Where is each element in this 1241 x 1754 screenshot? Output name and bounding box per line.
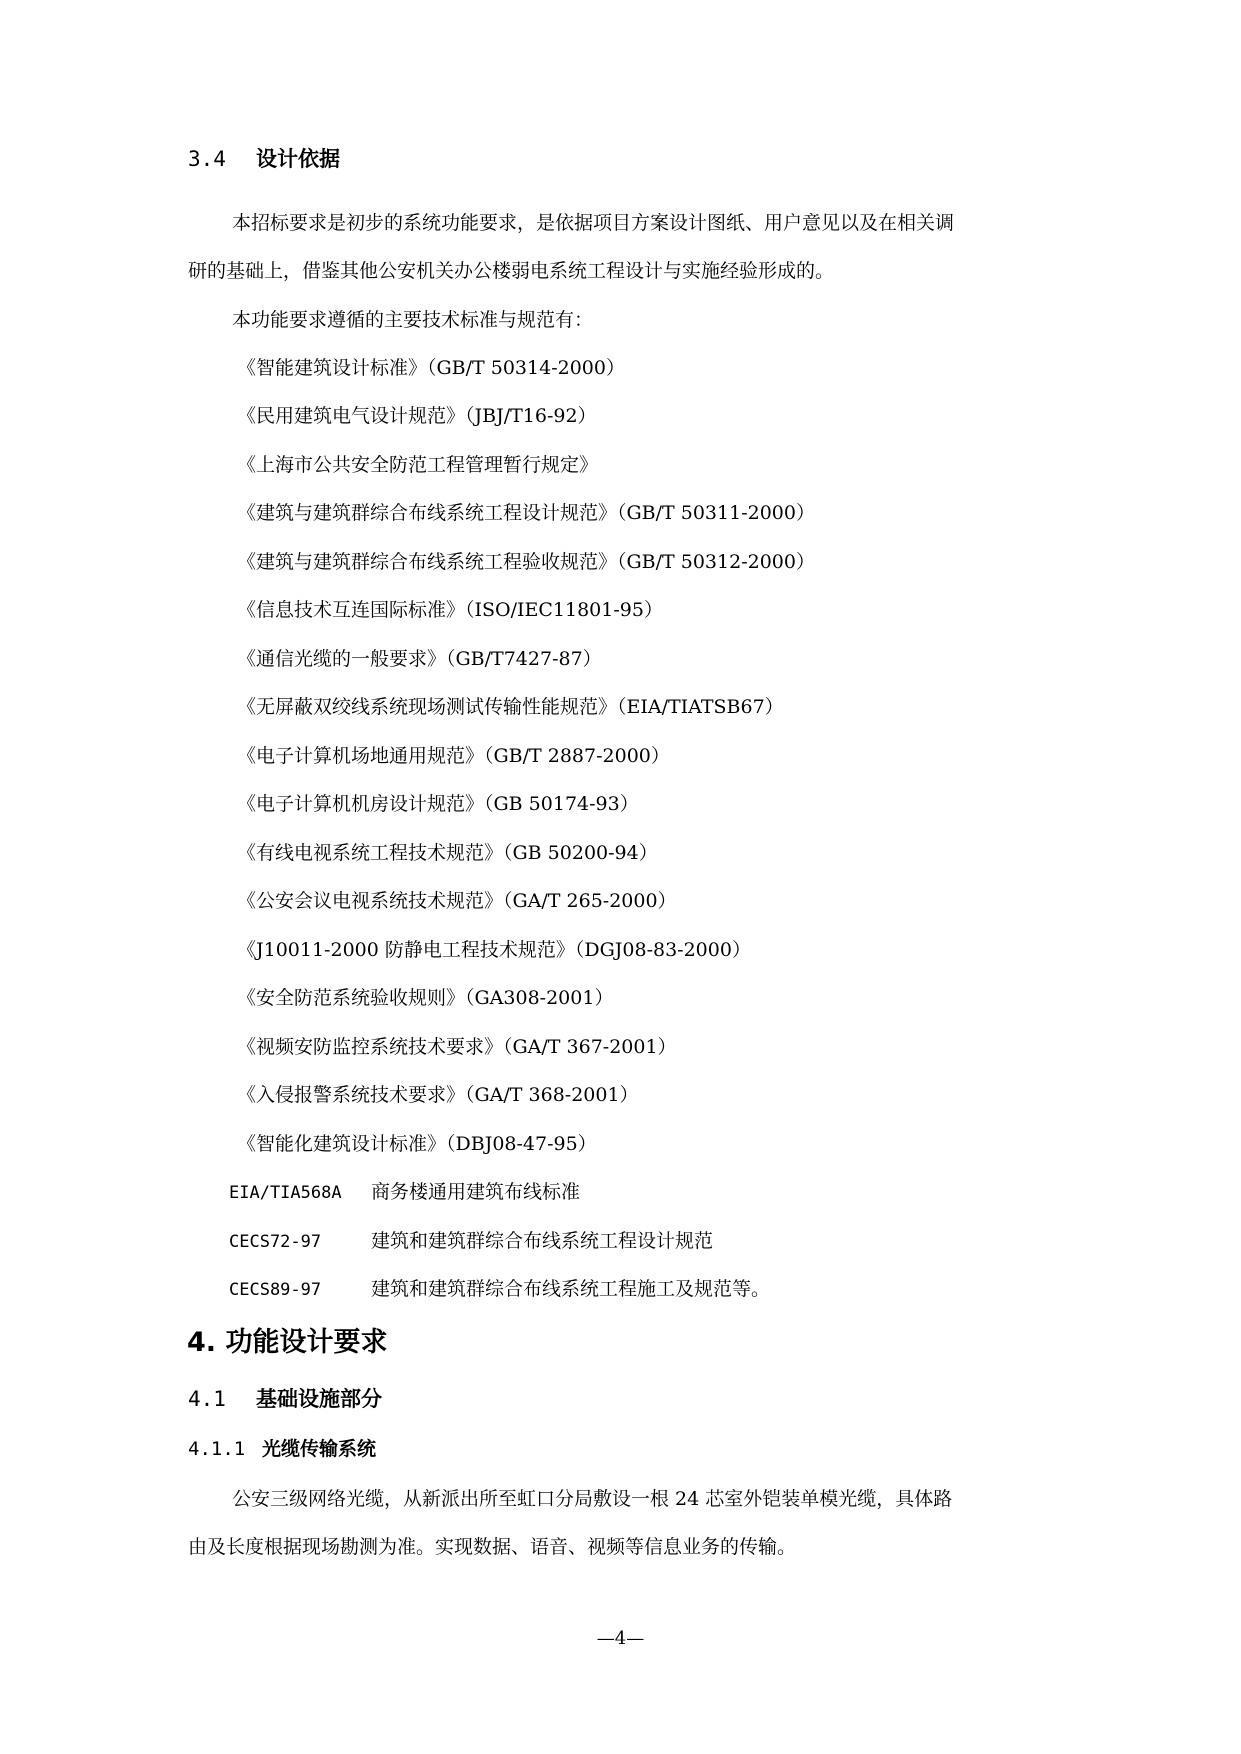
standard-item: 《信息技术互连国际标准》（ISO/IEC11801-95） <box>237 599 663 621</box>
standard-item: 《公安会议电视系统技术规范》（GA/T 265-2000） <box>237 890 677 912</box>
standard-item: 《视频安防监控系统技术要求》（GA/T 367-2001） <box>237 1036 677 1058</box>
section-number: 4.1.1 <box>188 1438 246 1460</box>
code-desc: 商务楼通用建筑布线标准 <box>371 1181 581 1203</box>
paragraph-line: 本功能要求遵循的主要技术标准与规范有： <box>232 309 594 331</box>
section-4-1-1-heading <box>188 1437 376 1461</box>
paragraph-line: 本招标要求是初步的系统功能要求，是依据项目方案设计图纸、用户意见以及在相关调 <box>232 212 955 234</box>
section-number: 3.4 <box>188 147 226 171</box>
paragraph-line: 公安三级网络光缆，从新派出所至虹口分局敷设一根 24 芯室外铠装单模光缆，具体路 <box>232 1488 953 1510</box>
code-row <box>229 1277 770 1302</box>
standard-item: 《无屏蔽双绞线系统现场测试传输性能规范》（EIA/TIATSB67） <box>237 696 784 718</box>
code-id: CECS72-97 <box>229 1232 322 1252</box>
section-title: 基础设施部分 <box>256 1387 382 1411</box>
standard-item: 《智能化建筑设计标准》（DBJ08-47-95） <box>237 1133 597 1155</box>
code-desc: 建筑和建筑群综合布线系统工程施工及规范等。 <box>371 1278 771 1300</box>
standard-item: 《J10011-2000 防静电工程技术规范》（DGJ08-83-2000） <box>237 939 751 961</box>
standard-item: 《安全防范系统验收规则》（GA308-2001） <box>237 987 614 1009</box>
standard-item: 《智能建筑设计标准》（GB/T 50314-2000） <box>237 357 625 379</box>
paragraph-line: 由及长度根据现场勘测为准。实现数据、语音、视频等信息业务的传输。 <box>188 1536 797 1558</box>
section-title: 设计依据 <box>256 147 340 171</box>
standard-item: 《有线电视系统工程技术规范》（GB 50200-94） <box>237 842 658 864</box>
section-4-heading <box>187 1327 387 1359</box>
section-title: 光缆传输系统 <box>262 1438 377 1460</box>
standard-item: 《建筑与建筑群综合布线系统工程验收规范》（GB/T 50312-2000） <box>237 551 815 573</box>
code-desc: 建筑和建筑群综合布线系统工程设计规范 <box>371 1230 714 1252</box>
section-4-1-heading <box>188 1386 382 1412</box>
standard-item: 《电子计算机场地通用规范》（GB/T 2887-2000） <box>237 745 670 767</box>
section-title: 功能设计要求 <box>225 1327 388 1358</box>
standard-item: 《上海市公共安全防范工程管理暂行规定》 <box>237 454 599 476</box>
standard-item: 《建筑与建筑群综合布线系统工程设计规范》（GB/T 50311-2000） <box>237 502 815 524</box>
standard-item: 《通信光缆的一般要求》（GB/T7427-87） <box>237 648 602 670</box>
standard-item: 《入侵报警系统技术要求》（GA/T 368-2001） <box>237 1084 639 1106</box>
code-id: CECS89-97 <box>229 1280 322 1300</box>
section-number: 4.1 <box>188 1387 226 1411</box>
section-number: 4. <box>187 1327 217 1358</box>
standard-item: 《电子计算机机房设计规范》（GB 50174-93） <box>237 793 639 815</box>
code-row <box>229 1180 580 1205</box>
section-3-4-heading <box>188 146 340 172</box>
code-id: EIA/TIA568A <box>229 1183 342 1203</box>
code-row <box>229 1229 713 1254</box>
page-number: —4— <box>596 1628 645 1649</box>
standard-item: 《民用建筑电气设计规范》（JBJ/T16-92） <box>237 405 597 427</box>
paragraph-line: 研的基础上，借鉴其他公安机关办公楼弱电系统工程设计与实施经验形成的。 <box>188 260 835 282</box>
